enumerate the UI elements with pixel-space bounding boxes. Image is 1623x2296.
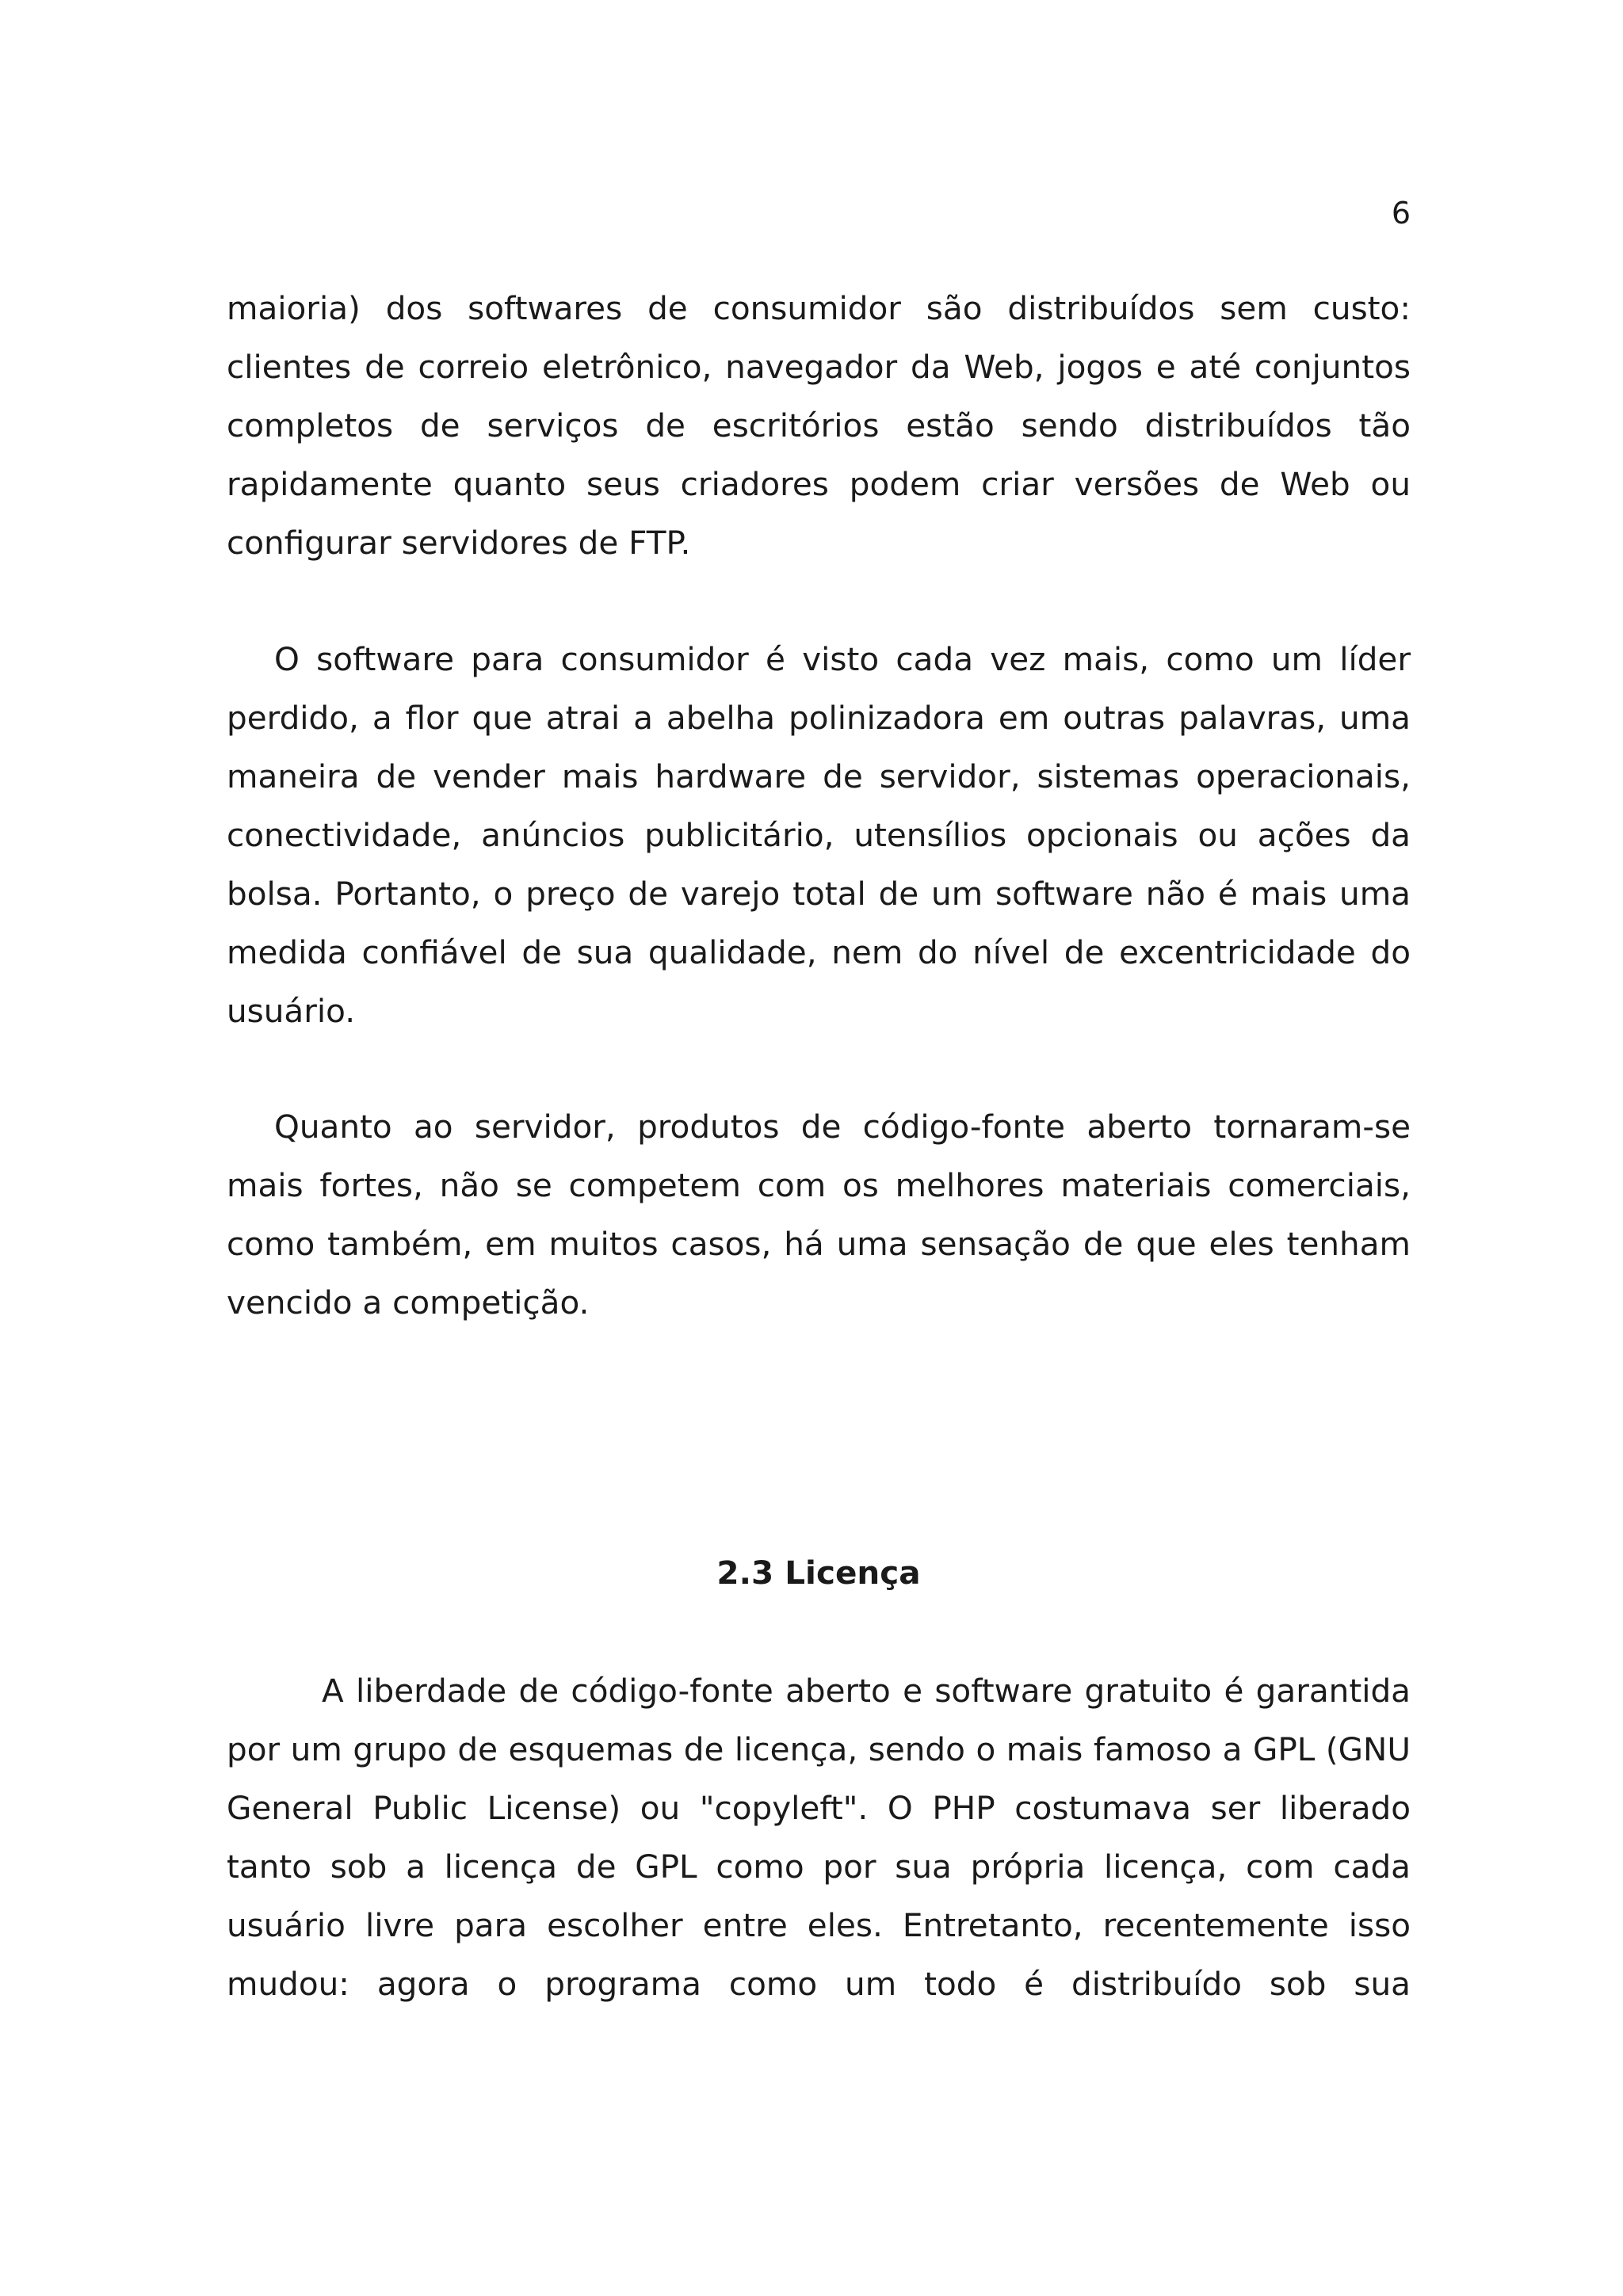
paragraph-consumer-software-free: maioria) dos softwares de consumidor são distribuídos sem custo: clientes de correio eletrônico, navegador da Web, jogos e até conjuntos completos de serviços de escritórios estão sendo distribuídos tão rapidamente quanto seus criadores podem criar versões de Web ou configurar servidores de FTP. [227,289,1411,562]
paragraph-server-open-source: Quanto ao servidor, produtos de código-fonte aberto tornaram-se mais fortes, não se competem com os melhores materiais comerciais, como também, em muitos casos, há uma sensação de que eles tenham vencido a competição. [227,1108,1411,1322]
page-number: 6 [1391,196,1411,231]
paragraph-licenca: A liberdade de código-fonte aberto e software gratuito é garantida por um grupo de esquemas de licença, sendo o mais famoso a GPL (GNU General Public License) ou "copyleft". O PHP costumava ser liberado tanto sob a licença de GPL como por sua própria licença, com cada usuário livre para escolher entre eles. Entretanto, recentemente isso mudou: agora o programa como um todo é distribuído sob sua [227,1672,1411,2003]
paragraph-consumer-software-loss-leader: O software para consumidor é visto cada vez mais, como um líder perdido, a flor que atrai a abelha polinizadora em outras palavras, uma maneira de vender mais hardware de servidor, sistemas operacionais, conectividade, anúncios publicitário, utensílios opcionais ou ações da bolsa. Portanto, o preço de varejo total de um software não é mais uma medida confiável de sua qualidade, nem do nível de excentricidade do usuário. [227,640,1411,1030]
section-heading-licenca: 2.3 Licença [716,1554,921,1592]
